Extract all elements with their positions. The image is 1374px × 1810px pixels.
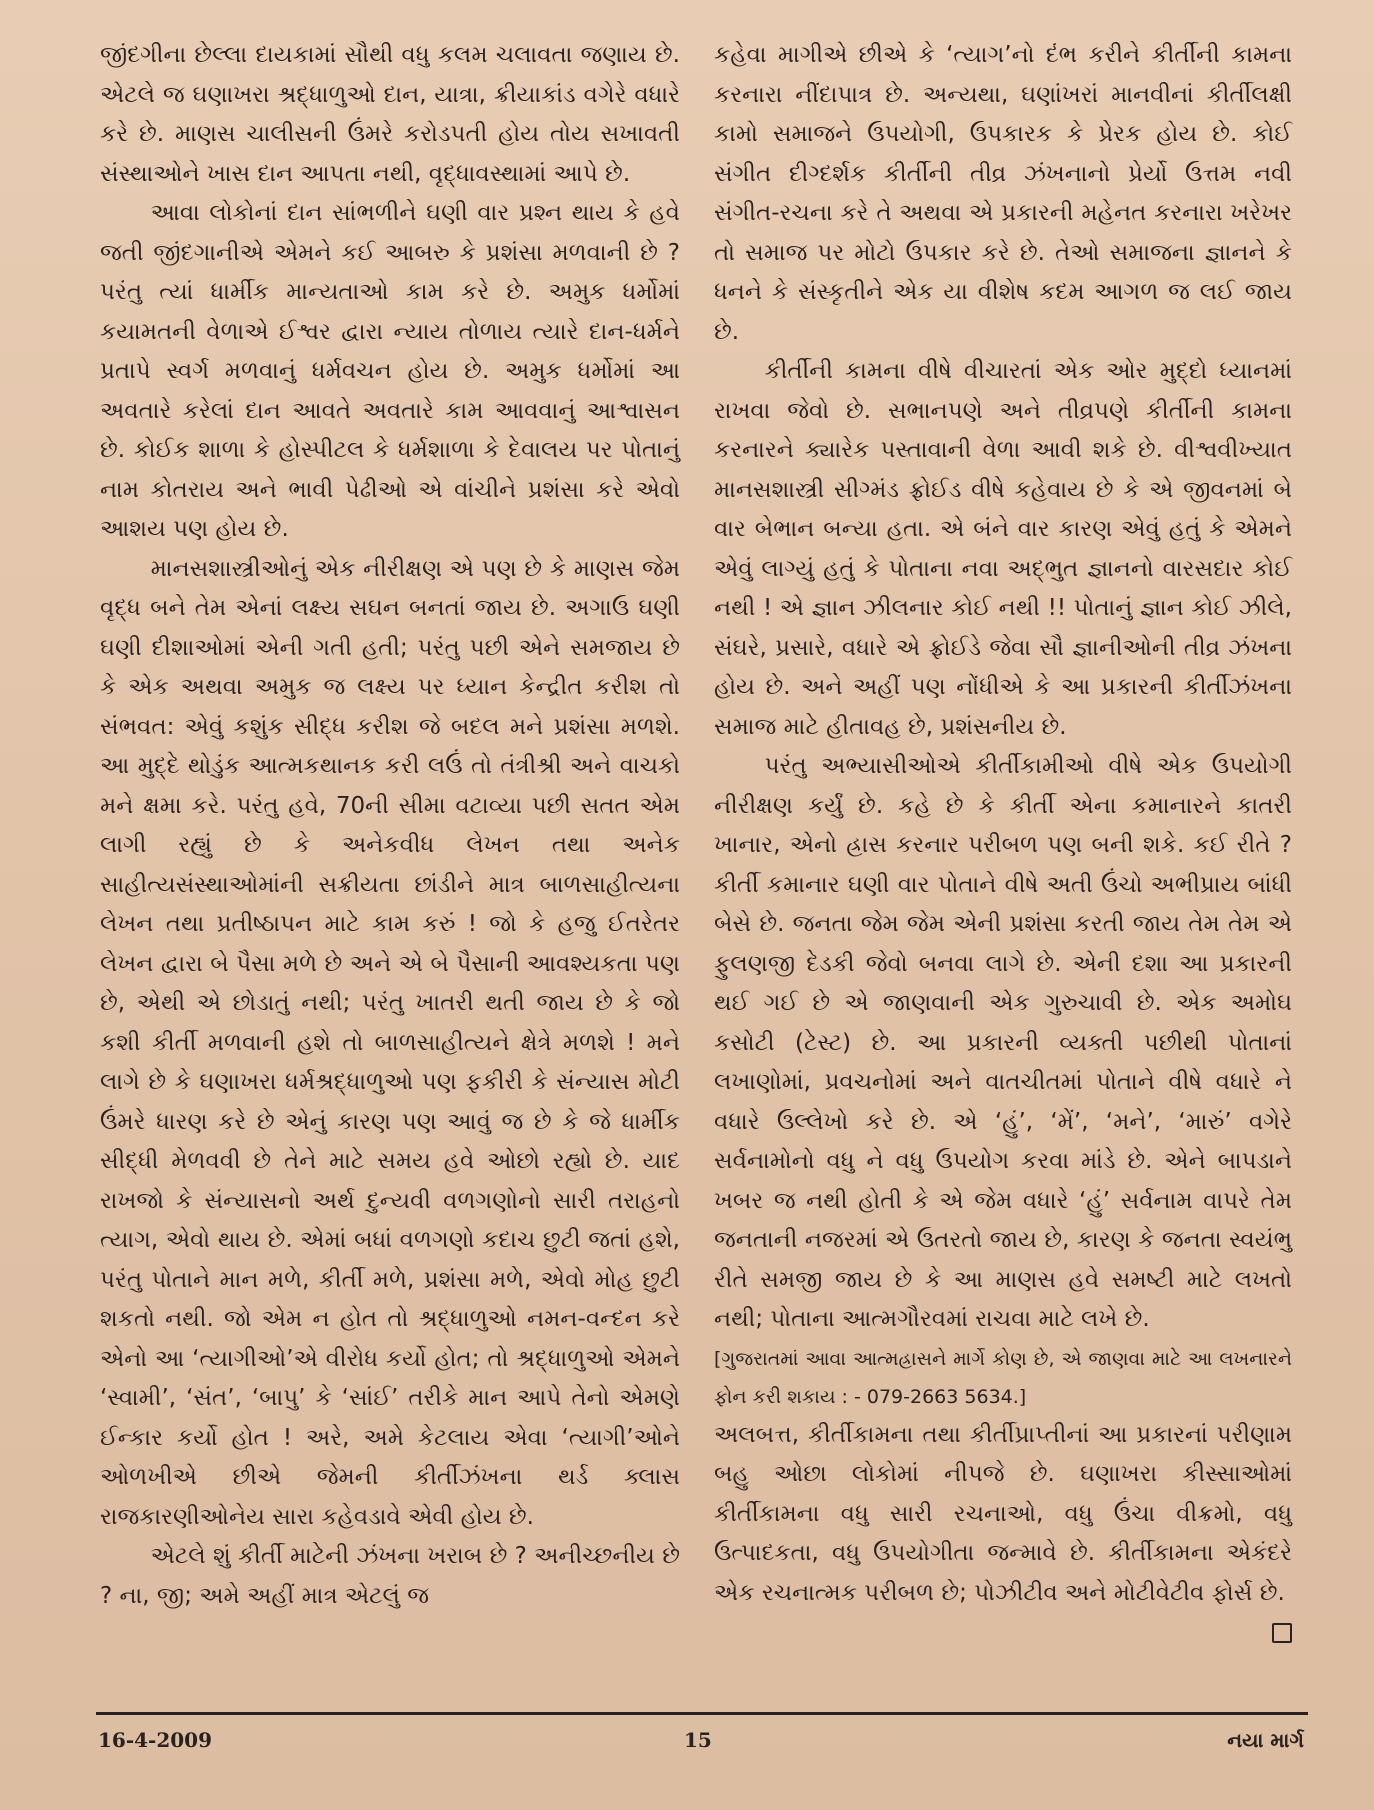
paragraph: કહેવા માગીએ છીએ કે ‘ત્યાગ’નો દંભ કરીને કીર્તીની કામના કરનારા નીંદાપાત્ર છે. અન્યથા, ઘણાંખરાં માનવીનાં કીર્તીલક્ષી કામો સમાજને ઉપયોગી, ઉપકારક કે પ્રેરક હોય છે. કોઈ સંગીત દીગ્દર્શક કીર્તીની તીવ્ર ઝંખનાનો પ્રેર્યો ઉત્તમ નવી સંગીત-રચના કરે તે અથવા એ પ્રકારની મહેનત કરનારા ખરેખર તો સમાજ પર મોટો ઉપકાર કરે છે. તેઓ સમાજના જ્ઞાનને કે ધનને કે સંસ્કૃતીને એક યા વીશેષ કદમ આગળ જ લઈ જાય છે. <box>714 42 1292 345</box>
issue-date: 16-4-2009 <box>98 1728 213 1752</box>
left-column <box>100 36 680 1616</box>
paragraph: કીર્તીની કામના વીષે વીચારતાં એક ઓર મુદ્દો ધ્યાનમાં રાખવા જેવો છે. સભાનપણે અને તીવ્રપણે કીર્તીની કામના કરનારને ક્યારેક પસ્તાવાની વેળા આવી શકે છે. વીશ્વવીખ્યાત માનસશાસ્ત્રી સીગ્મંડ ફ્રોઈડ વીષે કહેવાય છે કે એ જીવનમાં બે વાર બેભાન બન્યા હતા. એ બંને વાર કારણ એવું હતું કે એમને એવું લાગ્યું હતું કે પોતાના નવા અદ્ભુત જ્ઞાનનો વારસદાર કોઈ નથી ! એ જ્ઞાન ઝીલનાર કોઈ નથી !! પોતાનું જ્ઞાન કોઈ ઝીલે, સંઘરે, પ્રસારે, વધારે એ ફ્રોઈડે જેવા સૌ જ્ઞાનીઓની તીવ્ર ઝંખના હોય છે. અને અહીં પણ નોંધીએ કે આ પ્રકારની કીર્તીઝંખના સમાજ માટે હીતાવહ છે, પ્રશંસનીય છે. <box>714 358 1292 740</box>
right-column <box>714 36 1292 1643</box>
closing-text: અલબત્ત, કીર્તીકામના તથા કીર્તીપ્રાપ્તીનાં આ પ્રકારનાં પરીણામ બહુ ઓછા લોકોમાં નીપજે છે. ઘણાખરા કીસ્સાઓમાં કીર્તીકામના વધુ સારી રચનાઓ, વધુ ઉંચા વીક્રમો, વધુ ઉત્પાદકતા, વધુ ઉપયોગીતા જન્માવે છે. કીર્તીકામના એકંદરે એક રચનાત્મક પરીબળ છે; પોઝીટીવ અને મોટીવેટીવ ફોર્સ છે. <box>714 1421 1292 1606</box>
paragraph: એટલે શું કીર્તી માટેની ઝંખના ખરાબ છે ? અનીચ્છનીય છે ? ના, જી; અમે અહીં માત્ર એટલું જ <box>100 1543 680 1609</box>
footer-rule <box>96 1712 1308 1715</box>
page-number: 15 <box>684 1728 712 1752</box>
page-footer <box>96 1722 1308 1762</box>
end-square-icon <box>1272 1623 1292 1643</box>
magazine-name: નયા માર્ગ <box>1227 1728 1304 1752</box>
bracketed-note: [ગુજરાતમાં આવા આત્મહ્રાસને માર્ગે કોણ છે, એ જાણવા માટે આ લખનારને ફોન કરી શકાય : - 079-2663 5634.] <box>714 1347 1292 1408</box>
paragraph: માનસશાસ્ત્રીઓનું એક નીરીક્ષણ એ પણ છે કે માણસ જેમ વૃદ્ધ બને તેમ એનાં લક્ષ્ય સઘન બનતાં જાય છે. અગાઉ ઘણી ઘણી દીશાઓમાં એની ગતી હતી; પરંતુ પછી એને સમજાય છે કે એક અથવા અમુક જ લક્ષ્ય પર ધ્યાન કેન્દ્રીત કરીશ તો સંભવત: એવું કશુંક સીદ્ધ કરીશ જે બદલ મને પ્રશંસા મળશે. આ મુદ્દે થોડુંક આત્મકથાનક કરી લઉં તો તંત્રીશ્રી અને વાચકો મને ક્ષમા કરે. પરંતુ હવે, 70ની સીમા વટાવ્યા પછી સતત એમ લાગી રહ્યું છે કે અનેકવીધ લેખન તથા અનેક સાહીત્યસંસ્થાઓમાંની સક્રીયતા છાંડીને માત્ર બાળસાહીત્યના લેખન તથા પ્રતીષ્ઠાપન માટે કામ કરું ! જો કે હજુ ઈતરેતર લેખન દ્વારા બે પૈસા મળે છે અને એ બે પૈસાની આવશ્યકતા પણ છે, એથી એ છોડાતું નથી; પરંતુ ખાતરી થતી જાય છે કે જો કશી કીર્તી મળવાની હશે તો બાળસાહીત્યને ક્ષેત્રે મળશે ! મને લાગે છે કે ઘણાખરા ધર્મશ્રદ્ધાળુઓ પણ ફકીરી કે સંન્યાસ મોટી ઉંમરે ધારણ કરે છે એનું કારણ પણ આવું જ છે કે જે ધાર્મીક સીદ્ધી મેળવવી છે તેને માટે સમય હવે ઓછો રહ્યો છે. યાદ રાખજો કે સંન્યાસનો અર્થ દુન્યવી વળગણોનો સારી તરાહનો ત્યાગ, એવો થાય છે. એમાં બધાં વળગણો કદાચ છુટી જતાં હશે, પરંતુ પોતાને માન મળે, કીર્તી મળે, પ્રશંસા મળે, એવો મોહ છુટી શકતો નથી. જો એમ ન હોત તો શ્રદ્ધાળુઓ નમન-વન્દન કરે એનો આ ‘ત્યાગીઓ’એ વીરોધ કર્યો હોત; તો શ્રદ્ધાળુઓ એમને ‘સ્વામી’, ‘સંત’, ‘બાપુ’ કે ‘સાંઈ’ તરીકે માન આપે તેનો એમણે ઈન્કાર કર્યો હોત ! અરે, અમે કેટલાય એવા ‘ત્યાગી’ઓને ઓળખીએ છીએ જેમની કીર્તીઝંખના થર્ડ ક્લાસ રાજકારણીઓનેય સારા કહેવડાવે એવી હોય છે. <box>100 555 680 1530</box>
paragraph: પરંતુ અભ્યાસીઓએ કીર્તીકામીઓ વીષે એક ઉપયોગી નીરીક્ષણ કર્યું છે. કહે છે કે કીર્તી એના કમાનારને કાતરી ખાનાર, એનો હ્રાસ કરનાર પરીબળ પણ બની શકે. કઈ રીતે ? કીર્તી કમાનાર ઘણી વાર પોતાને વીષે અતી ઉંચો અભીપ્રાય બાંધી બેસે છે. જનતા જેમ જેમ એની પ્રશંસા કરતી જાય તેમ તેમ એ ફુલણજી દેડકી જેવો બનવા લાગે છે. એની દશા આ પ્રકારની થઈ ગઈ છે એ જાણવાની એક ગુરુચાવી છે. એક અમોઘ કસોટી (ટેસ્ટ) છે. આ પ્રકારની વ્યક્તી પછીથી પોતાનાં લખાણોમાં, પ્રવચનોમાં અને વાતચીતમાં પોતાને વીષે વધારે ને વધારે ઉલ્લેખો કરે છે. એ ‘હું’, ‘મેં’, ‘મને’, ‘મારું’ વગેરે સર્વનામોનો વધુ ને વધુ ઉપયોગ કરવા માંડે છે. એને બાપડાને ખબર જ નથી હોતી કે એ જેમ વધારે ‘હું’ સર્વનામ વાપરે તેમ જનતાની નજરમાં એ ઉતરતો જાય છે, કારણ કે જનતા સ્વયંભુ રીતે સમજી જાય છે કે આ માણસ હવે સમષ્ટી માટે લખતો નથી; પોતાના આત્મગૌરવમાં રાચવા માટે લખે છે. <box>714 753 1292 1332</box>
closing-paragraph <box>714 1416 1292 1614</box>
paragraph: જીંદગીના છેલ્લા દાયકામાં સૌથી વધુ કલમ ચલાવતા જણાય છે. એટલે જ ઘણાખરા શ્રદ્ધાળુઓ દાન, યાત્રા, ક્રીયાકાંડ વગેરે વધારે કરે છે. માણસ ચાલીસની ઉંમરે કરોડપતી હોય તોય સખાવતી સંસ્થાઓને ખાસ દાન આપતા નથી, વૃદ્ધાવસ્થામાં આપે છે. <box>100 42 680 187</box>
paragraph: આવા લોકોનાં દાન સાંભળીને ઘણી વાર પ્રશ્ન થાય કે હવે જતી જીંદગાનીએ એમને કઈ આબરુ કે પ્રશંસા મળવાની છે ? પરંતુ ત્યાં ધાર્મીક માન્યતાઓ કામ કરે છે. અમુક ધર્મોમાં કયામતની વેળાએ ઈશ્વર દ્વારા ન્યાય તોળાય ત્યારે દાન-ધર્મને પ્રતાપે સ્વર્ગ મળવાનું ધર્મવચન હોય છે. અમુક ધર્મોમાં આ અવતારે કરેલાં દાન આવતે અવતારે કામ આવવાનું આશ્વાસન છે. કોઈક શાળા કે હોસ્પીટલ કે ધર્મશાળા કે દેવાલય પર પોતાનું નામ કોતરાય અને ભાવી પેઢીઓ એ વાંચીને પ્રશંસા કરે એવો આશય પણ હોય છે. <box>100 200 680 542</box>
